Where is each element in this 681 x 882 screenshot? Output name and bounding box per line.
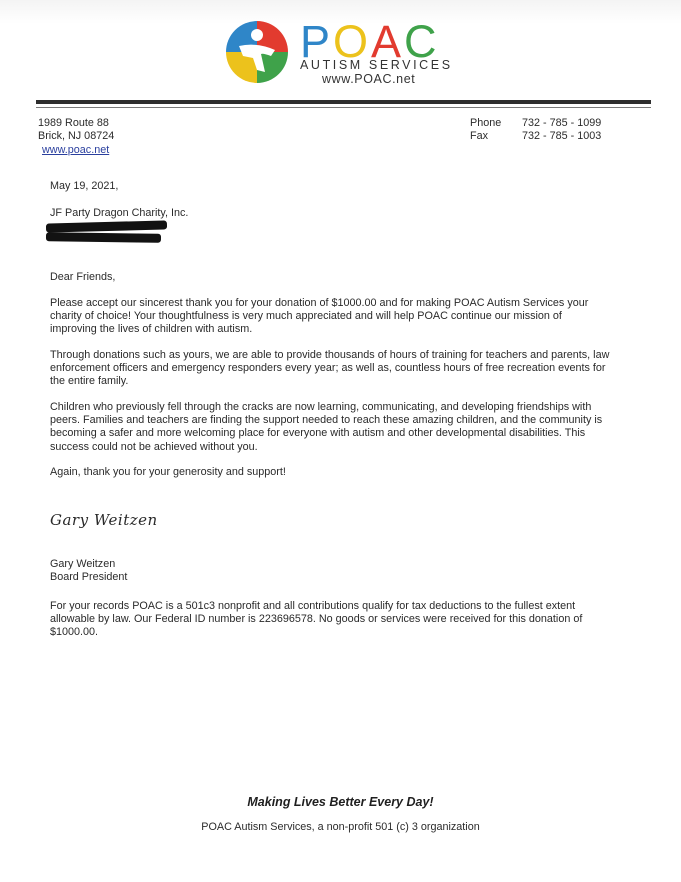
fax-label: Fax [470, 130, 488, 142]
paragraph-line: success could not be achieved without you. [50, 440, 258, 453]
address-line-1: 1989 Route 88 [38, 117, 109, 129]
salutation: Dear Friends, [50, 271, 116, 283]
paragraph-line: $1000.00. [50, 626, 99, 639]
paragraph-line: peers. Families and teachers are finding the support needed to reach these amazing children, and the community is [50, 414, 603, 427]
paragraph-line: Please accept our sincerest thank you for your donation of $1000.00 and for making POAC Autism Services your [50, 297, 589, 309]
body-paragraph-2 [50, 349, 640, 389]
paragraph-line: Through donations such as yours, we are able to provide thousands of hours of training for teachers and parents, law [50, 349, 610, 361]
closing-sentence: Again, thank you for your generosity and support! [50, 466, 286, 478]
logo-url: www.POAC.net [322, 72, 416, 86]
phone-value: 732 - 785 - 1099 [522, 117, 602, 129]
logo-subtitle: AUTISM SERVICES [300, 58, 453, 72]
tax-note [50, 600, 640, 640]
body-paragraph-3 [50, 401, 640, 454]
logo-letter-p: P [300, 16, 334, 67]
signer-title: Board President [50, 571, 128, 583]
paragraph-line: allowable by law. Our Federal ID number is 223696578. No goods or services were received for this donation of [50, 613, 583, 626]
logo-letter-c: C [404, 16, 440, 67]
phone-label: Phone [470, 117, 502, 129]
recipient-name: JF Party Dragon Charity, Inc. [50, 207, 189, 219]
footer-tagline: Making Lives Better Every Day! [247, 795, 434, 809]
header-divider [36, 100, 651, 104]
paragraph-line: the entire family. [50, 375, 129, 388]
footer-organization: POAC Autism Services, a non-profit 501 (c) 3 organization [201, 821, 480, 833]
letter-date: May 19, 2021, [50, 180, 119, 192]
signature: Gary Weitzen [50, 511, 158, 529]
signer-name: Gary Weitzen [50, 558, 116, 570]
paragraph-line: becoming a safer and more welcoming place for everyone with autism and other developmental disabilities. This [50, 427, 586, 440]
fax-value: 732 - 785 - 1003 [522, 130, 602, 142]
address-line-2: Brick, NJ 08724 [38, 130, 115, 142]
paragraph-line: enforcement officers and emergency responders every year; as well as, countless hours of free recreation events for [50, 362, 606, 375]
body-paragraph-1 [50, 297, 640, 337]
paragraph-line: For your records POAC is a 501c3 nonprofit and all contributions qualify for tax deductions to the fullest extent [50, 600, 576, 612]
website-link[interactable]: www.poac.net [42, 144, 110, 156]
logo-letter-a: A [371, 16, 405, 67]
logo-letter-o: O [333, 16, 372, 67]
paragraph-line: improving the lives of children with autism. [50, 323, 253, 336]
redaction-bar [46, 232, 161, 243]
paragraph-line: Children who previously fell through the cracks are now learning, communicating, and developing friendships with [50, 401, 592, 413]
paragraph-line: charity of choice! Your thoughtfulness is very much appreciated and will help POAC continue our mission of [50, 310, 562, 323]
header-divider-thin [36, 107, 651, 108]
poac-logo-icon [225, 20, 289, 84]
